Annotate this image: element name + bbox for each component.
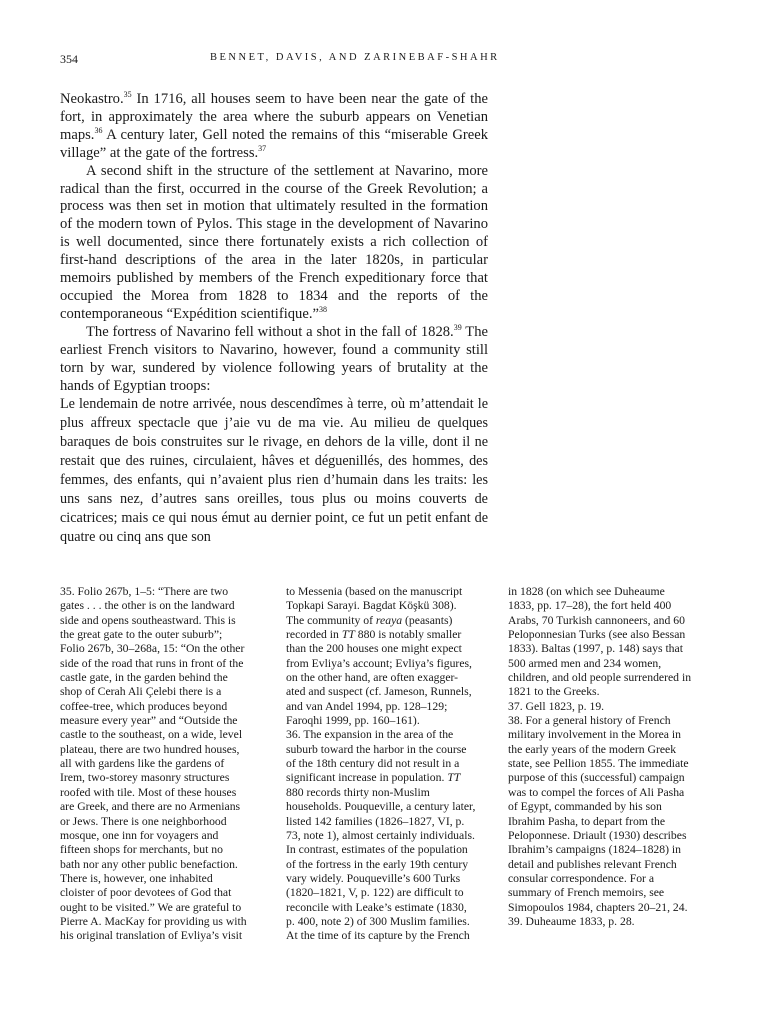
footnote-line: Folio 267b, 30–268a, 15: “On the other xyxy=(60,642,245,656)
footnote-line: 38. For a general history of French xyxy=(508,714,671,728)
footnote-line: Pierre A. MacKay for providing us with xyxy=(60,914,247,928)
footnote-line: to Messenia (based on the manuscript xyxy=(286,585,463,598)
footnote-line: from Evliya’s account; Evliya’s figures, xyxy=(286,656,472,670)
paragraph-3 xyxy=(60,324,488,396)
footnote-line: than the 200 houses one might expect xyxy=(286,642,462,656)
footnote-line xyxy=(286,614,484,628)
footnote-line: of the fortress in the early 19th century xyxy=(286,857,469,871)
footnote-line: on the other hand, are often exagger- xyxy=(286,671,459,685)
footnote-line: Peloponnese. Driault (1930) describes xyxy=(508,828,687,842)
footnote-line: the early years of the modern Greek xyxy=(508,742,677,756)
footnote-line: gates . . . the other is on the landward xyxy=(60,599,235,613)
footnote-ref-35[interactable]: 35 xyxy=(123,90,132,100)
text-run: In 1716, all houses seem to have been near the gate of the fort, in approximately the area where the suburb appears on Venetian maps. xyxy=(60,91,488,143)
page-number: 354 xyxy=(60,52,78,66)
footnote-line: Ibrahim Pasha, to depart from the xyxy=(508,814,666,828)
footnote-line: consular correspondence. For a xyxy=(508,871,655,885)
footnote-line: his original translation of Evliya’s visit xyxy=(60,929,243,943)
footnote-ref-37[interactable]: 37 xyxy=(258,143,267,153)
footnote-column-3 xyxy=(508,585,706,929)
footnote-line: bath nor any other public benefaction. xyxy=(60,857,238,871)
footnote-line: fifteen shops for merchants, but no xyxy=(60,843,223,857)
footnote-line: in 1828 (on which see Duheaume xyxy=(508,585,665,598)
footnote-column-1 xyxy=(60,585,258,944)
footnote-line: of Egypt, commanded by his son xyxy=(508,800,662,814)
text-run: A century later, Gell noted the remains of this “miserable Greek village” at the gate of the fortress. xyxy=(60,126,488,161)
paragraph-1 xyxy=(60,91,488,163)
footnote-line: 39. Duheaume 1833, p. 28. xyxy=(508,914,635,928)
text-run: The earliest French visitors to Navarino, however, found a community still torn by war, sundered by violence following years of brutality at the hands of Egyptian troops: xyxy=(60,323,488,394)
footnote-line: ated and suspect (cf. Jameson, Runnels, xyxy=(286,685,472,699)
footnote-line: In contrast, estimates of the population xyxy=(286,843,468,857)
text-run: recorded in xyxy=(286,628,342,642)
italic-term: reaya xyxy=(375,613,403,627)
footnote-line: 1833, pp. 17–28), the fort held 400 xyxy=(508,599,672,613)
footnote-line: of the 18th century did not result in a xyxy=(286,757,460,771)
footnote-line: plateau, there are two hundred houses, xyxy=(60,742,240,756)
footnote-line: are Greek, and there are no Armenians xyxy=(60,800,241,814)
footnote-line: all with gardens like the gardens of xyxy=(60,757,225,771)
main-text xyxy=(60,91,488,547)
footnote-line: Faroqhi 1999, pp. 160–161). xyxy=(286,714,420,728)
footnote-line: Topkapi Sarayi. Bagdat Köşkü 308). xyxy=(286,599,457,613)
footnote-ref-38[interactable]: 38 xyxy=(318,305,327,315)
footnote-line: listed 142 families (1826–1827, VI, p. xyxy=(286,814,465,828)
footnote-ref-36[interactable]: 36 xyxy=(94,125,103,135)
footnote-line: the great gate to the outer suburb”; xyxy=(60,628,223,642)
text-run: A second shift in the structure of the settlement at Navarino, more radical than the first, occurred in the course of the Greek Revolution; a process was then set in motion that ultimately resulted in the formation of the modern town of Pylos. This stage in the development of Navarino is well documented, since there fortunately exists a rich collection of first-hand descriptions of the area in the later 1820s, in particular memoirs published by members of the French expeditionary force that occupied the Morea from 1828 to 1834 and the reports of the contemporaneous “Expédition scientifique.” xyxy=(60,162,488,322)
text-run: (peasants) xyxy=(402,613,453,627)
footnote-line: households. Pouqueville, a century later, xyxy=(286,800,476,814)
footnote-line: cloister of poor devotees of God that xyxy=(60,886,232,900)
footnote-line: vary widely. Pouqueville’s 600 Turks xyxy=(286,871,461,885)
footnote-line: military involvement in the Morea in xyxy=(508,728,682,742)
text-run: The fortress of Navarino fell without a shot in the fall of 1828. xyxy=(86,323,454,340)
footnote-line: Irem, two-storey masonry structures xyxy=(60,771,230,785)
footnote-line: shop of Cerah Ali Çelebi there is a xyxy=(60,685,222,699)
footnote-line: 73, note 1), almost certainly individuals. xyxy=(286,828,475,842)
page-header xyxy=(60,52,700,72)
footnote-line: Arabs, 70 Turkish cannoneers, and 60 xyxy=(508,613,685,627)
footnote-line: or Jews. There is one neighborhood xyxy=(60,814,227,828)
footnote-line xyxy=(286,628,484,642)
footnote-line: p. 400, note 2) of 300 Muslim families. xyxy=(286,914,470,928)
footnote-line: There is, however, one inhabited xyxy=(60,871,213,885)
footnote-line: Ibrahim’s campaigns (1824–1828) in xyxy=(508,843,682,857)
footnote-line: roofed with tile. Most of these houses xyxy=(60,785,237,799)
footnote-line: 500 armed men and 234 women, xyxy=(508,656,662,670)
footnote-line: measure every year” and “Outside the xyxy=(60,714,238,728)
footnote-line: 1821 to the Greeks. xyxy=(508,685,600,699)
footnote-line: reconcile with Leake’s estimate (1830, xyxy=(286,900,467,914)
footnote-line: 37. Gell 1823, p. 19. xyxy=(508,699,605,713)
footnote-line: was to compel the forces of Ali Pasha xyxy=(508,785,685,799)
footnote-line: detail and publishes relevant French xyxy=(508,857,677,871)
text-run: Neokastro. xyxy=(60,91,124,107)
footnote-line: mosque, one inn for voyagers and xyxy=(60,828,219,842)
footnote-line: Peloponnesian Turks (see also Bessan xyxy=(508,628,686,642)
footnote-line: children, and old people surrendered in xyxy=(508,671,692,685)
footnote-line: 1833). Baltas (1997, p. 148) says that xyxy=(508,642,683,656)
footnote-line: 36. The expansion in the area of the xyxy=(286,728,454,742)
footnote-line: 35. Folio 267b, 1–5: “There are two xyxy=(60,585,229,598)
footnote-line: side and opens southeastward. This is xyxy=(60,613,236,627)
footnote-line: purpose of this (successful) campaign xyxy=(508,771,685,785)
footnote-line: state, see Pellion 1855. The immediate xyxy=(508,757,689,771)
footnote-line: ought to be visited.” We are grateful to xyxy=(60,900,242,914)
footnote-line: castle to the southeast, on a wide, level xyxy=(60,728,243,742)
paragraph-2 xyxy=(60,163,488,324)
block-quote: Le lendemain de notre arrivée, nous descendîmes à terre, où m’attendait le plus affreux spectacle que j’aie vu de ma vie. Au milieu de quelques baraques de bois construites sur le rivage, en dehors de la ville, dont il ne restait que des ruines, circulaient, hâves et déguenillés, des hommes, des femmes, des enfants, qui n’avaient plus rien d’humain dans les traits: les uns sans nez, d’autres sans oreilles, tous plus ou moins couverts de cicatrices; mais ce qui nous émut au dernier point, ce fut un petit enfant de quatre ou cinq ans que son xyxy=(60,396,488,546)
running-head: BENNET, DAVIS, AND ZARINEBAF-SHAHR xyxy=(210,52,500,63)
footnote-line: (1820–1821, V, p. 122) are difficult to xyxy=(286,886,464,900)
footnote-line: Simopoulos 1984, chapters 20–21, 24. xyxy=(508,900,688,914)
footnote-line: suburb toward the harbor in the course xyxy=(286,742,467,756)
footnote-line: summary of French memoirs, see xyxy=(508,886,665,900)
footnote-line: castle gate, in the garden behind the xyxy=(60,671,228,685)
footnote-line: side of the road that runs in front of the xyxy=(60,656,244,670)
text-run: 880 is notably smaller xyxy=(354,628,462,642)
footnote-column-2 xyxy=(286,585,484,944)
footnote-line: 880 records thirty non-Muslim xyxy=(286,785,430,799)
footnote-line: and van Andel 1994, pp. 128–129; xyxy=(286,699,448,713)
footnote-line: At the time of its capture by the French xyxy=(286,929,470,943)
footnote-line: significant increase in population. TT xyxy=(286,771,461,785)
footnote-ref-39[interactable]: 39 xyxy=(453,322,462,332)
footnote-line: coffee-tree, which produces beyond xyxy=(60,699,228,713)
italic-term: TT xyxy=(341,628,355,642)
text-run: The community of xyxy=(286,613,376,627)
